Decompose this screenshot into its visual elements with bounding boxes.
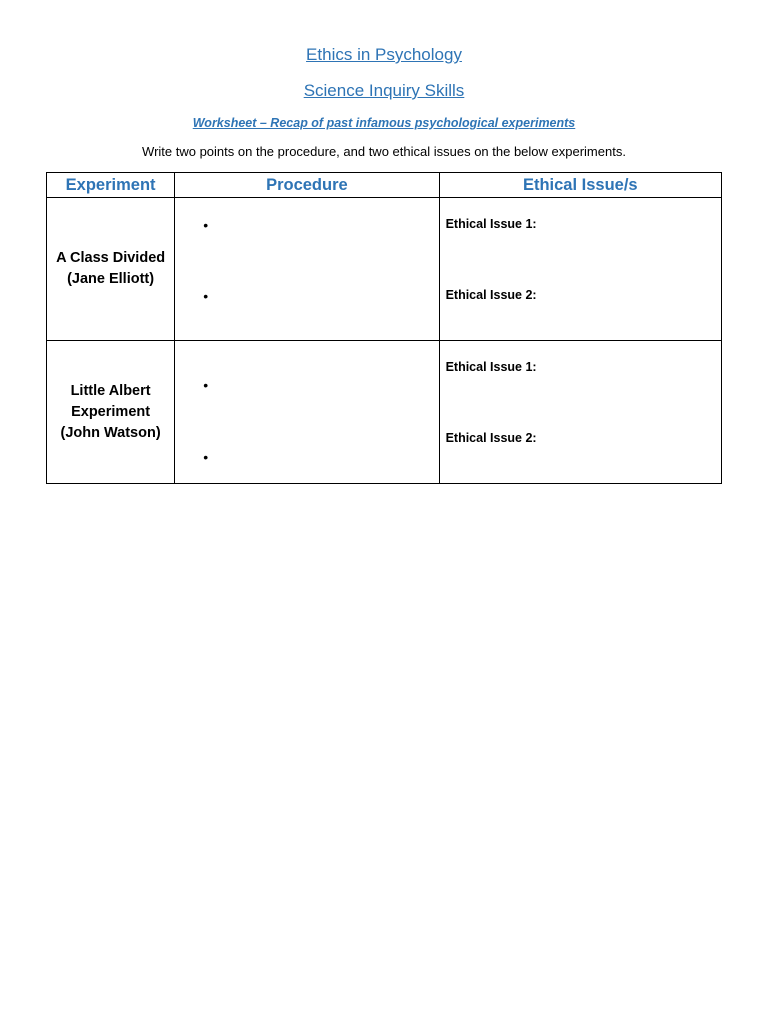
experiment-cell [47, 341, 175, 484]
experiment-name: Little Albert [70, 382, 151, 399]
page-title: Ethics in Psychology [306, 45, 462, 64]
experiment-author: (Jane Elliott) [67, 271, 155, 287]
procedure-bullet-2: • [203, 288, 209, 304]
worksheet-title: Worksheet – Recap of past infamous psychological experiments [192, 116, 576, 130]
ethical-issue-1-label: Ethical Issue 1: [445, 360, 537, 374]
experiment-cell [47, 198, 175, 341]
page-subtitle: Science Inquiry Skills [303, 81, 465, 100]
experiment-author: (John Watson) [60, 424, 161, 441]
procedure-bullet-1: • [203, 217, 209, 233]
column-header-experiment: Experiment [47, 173, 175, 198]
procedure-bullet-1: • [203, 377, 209, 393]
procedure-cell[interactable] [175, 341, 439, 484]
table-row [47, 341, 722, 484]
experiments-table [46, 172, 722, 484]
procedure-bullet-2: • [203, 449, 209, 465]
ethical-issues-cell[interactable] [439, 341, 721, 484]
procedure-cell[interactable] [175, 198, 439, 341]
column-header-ethical-issues: Ethical Issue/s [439, 173, 721, 198]
ethical-issue-2-label: Ethical Issue 2: [445, 431, 537, 445]
table-row [47, 198, 722, 341]
experiment-name-cont: Experiment [71, 403, 151, 420]
ethical-issue-2-label: Ethical Issue 2: [445, 288, 537, 302]
instruction-text: Write two points on the procedure, and two ethical issues on the below experiments. [142, 144, 626, 159]
ethical-issue-1-label: Ethical Issue 1: [445, 217, 537, 231]
table-header-row [47, 173, 722, 198]
experiment-name: A Class Divided [56, 250, 166, 266]
ethical-issues-cell[interactable] [439, 198, 721, 341]
column-header-procedure: Procedure [175, 173, 439, 198]
